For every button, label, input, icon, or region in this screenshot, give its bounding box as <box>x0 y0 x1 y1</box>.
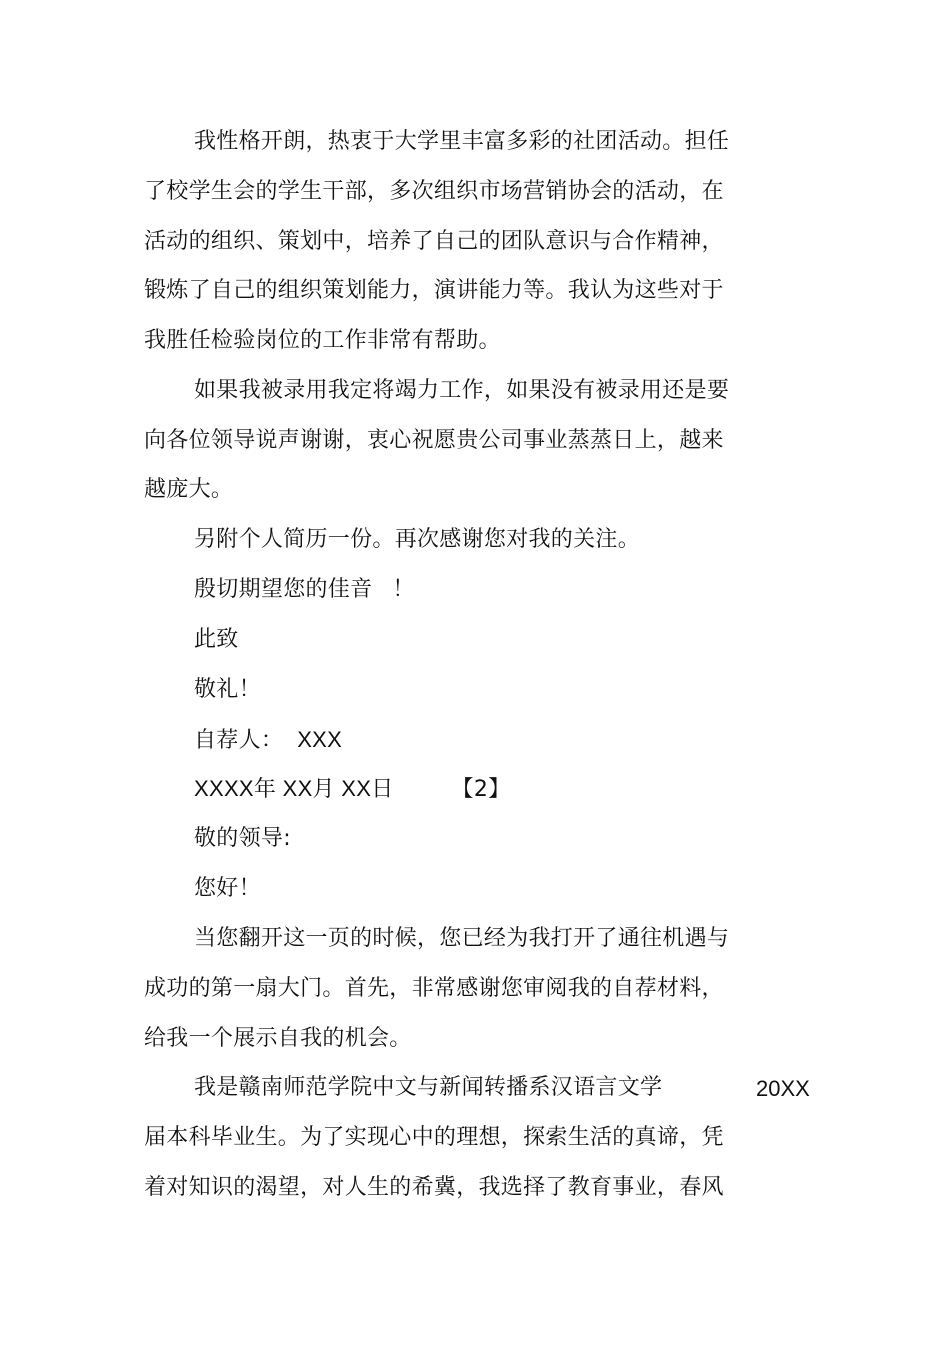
date-line <box>194 774 510 805</box>
date-text: XXXX年 XX月 XX日 <box>194 776 394 801</box>
paragraph-line: 我胜任检验岗位的工作非常有帮助。 <box>144 328 501 353</box>
paragraph-line: 我是赣南师范学院中文与新闻转播系汉语言文学 <box>194 1075 663 1100</box>
closing-wish-mark: ！ <box>392 577 415 602</box>
signature-line <box>194 725 342 756</box>
paragraph-line: 另附个人简历一份。再次感谢您对我的关注。 <box>194 527 641 552</box>
signature-name: XXX <box>297 727 343 752</box>
paragraph-line: 越庞大。 <box>144 477 234 502</box>
paragraph-line: 成功的第一扇大门。首先，非常感谢您审阅我的自荐材料， <box>144 976 724 1001</box>
section-marker: 【2】 <box>451 777 511 802</box>
paragraph-line: 向各位领导说声谢谢，衷心祝愿贵公司事业蒸蒸日上，越来 <box>144 428 724 453</box>
closing-wish-text: 殷切期望您的佳音 <box>194 577 373 602</box>
paragraph-line: 给我一个展示自我的机会。 <box>144 1026 412 1051</box>
paragraph-line: 了校学生会的学生干部，多次组织市场营销协会的活动，在 <box>144 179 724 204</box>
paragraph-line: 着对知识的渴望，对人生的希冀，我选择了教育事业，春风 <box>144 1175 724 1200</box>
paragraph-line: 我性格开朗，热衷于大学里丰富多彩的社团活动。担任 <box>194 129 730 154</box>
paragraph-line: 活动的组织、策划中，培养了自己的团队意识与合作精神， <box>144 229 724 254</box>
paragraph-line: 如果我被录用我定将竭力工作，如果没有被录用还是要 <box>194 378 730 403</box>
salutation-line: 敬礼！ <box>194 677 261 702</box>
graduation-year: 20XX <box>756 1076 810 1101</box>
closing-wish <box>194 575 415 605</box>
greeting-line: 敬的领导: <box>194 826 291 851</box>
signature-label: 自荐人： <box>194 728 284 753</box>
salutation-line: 此致 <box>194 627 239 652</box>
paragraph-line: 当您翻开这一页的时候，您已经为我打开了通往机遇与 <box>194 926 730 951</box>
paragraph-line: 锻炼了自己的组织策划能力，演讲能力等。我认为这些对于 <box>144 278 724 303</box>
paragraph-line: 届本科毕业生。为了实现心中的理想，探索生活的真谛，凭 <box>144 1125 724 1150</box>
greeting-line: 您好！ <box>194 876 261 901</box>
